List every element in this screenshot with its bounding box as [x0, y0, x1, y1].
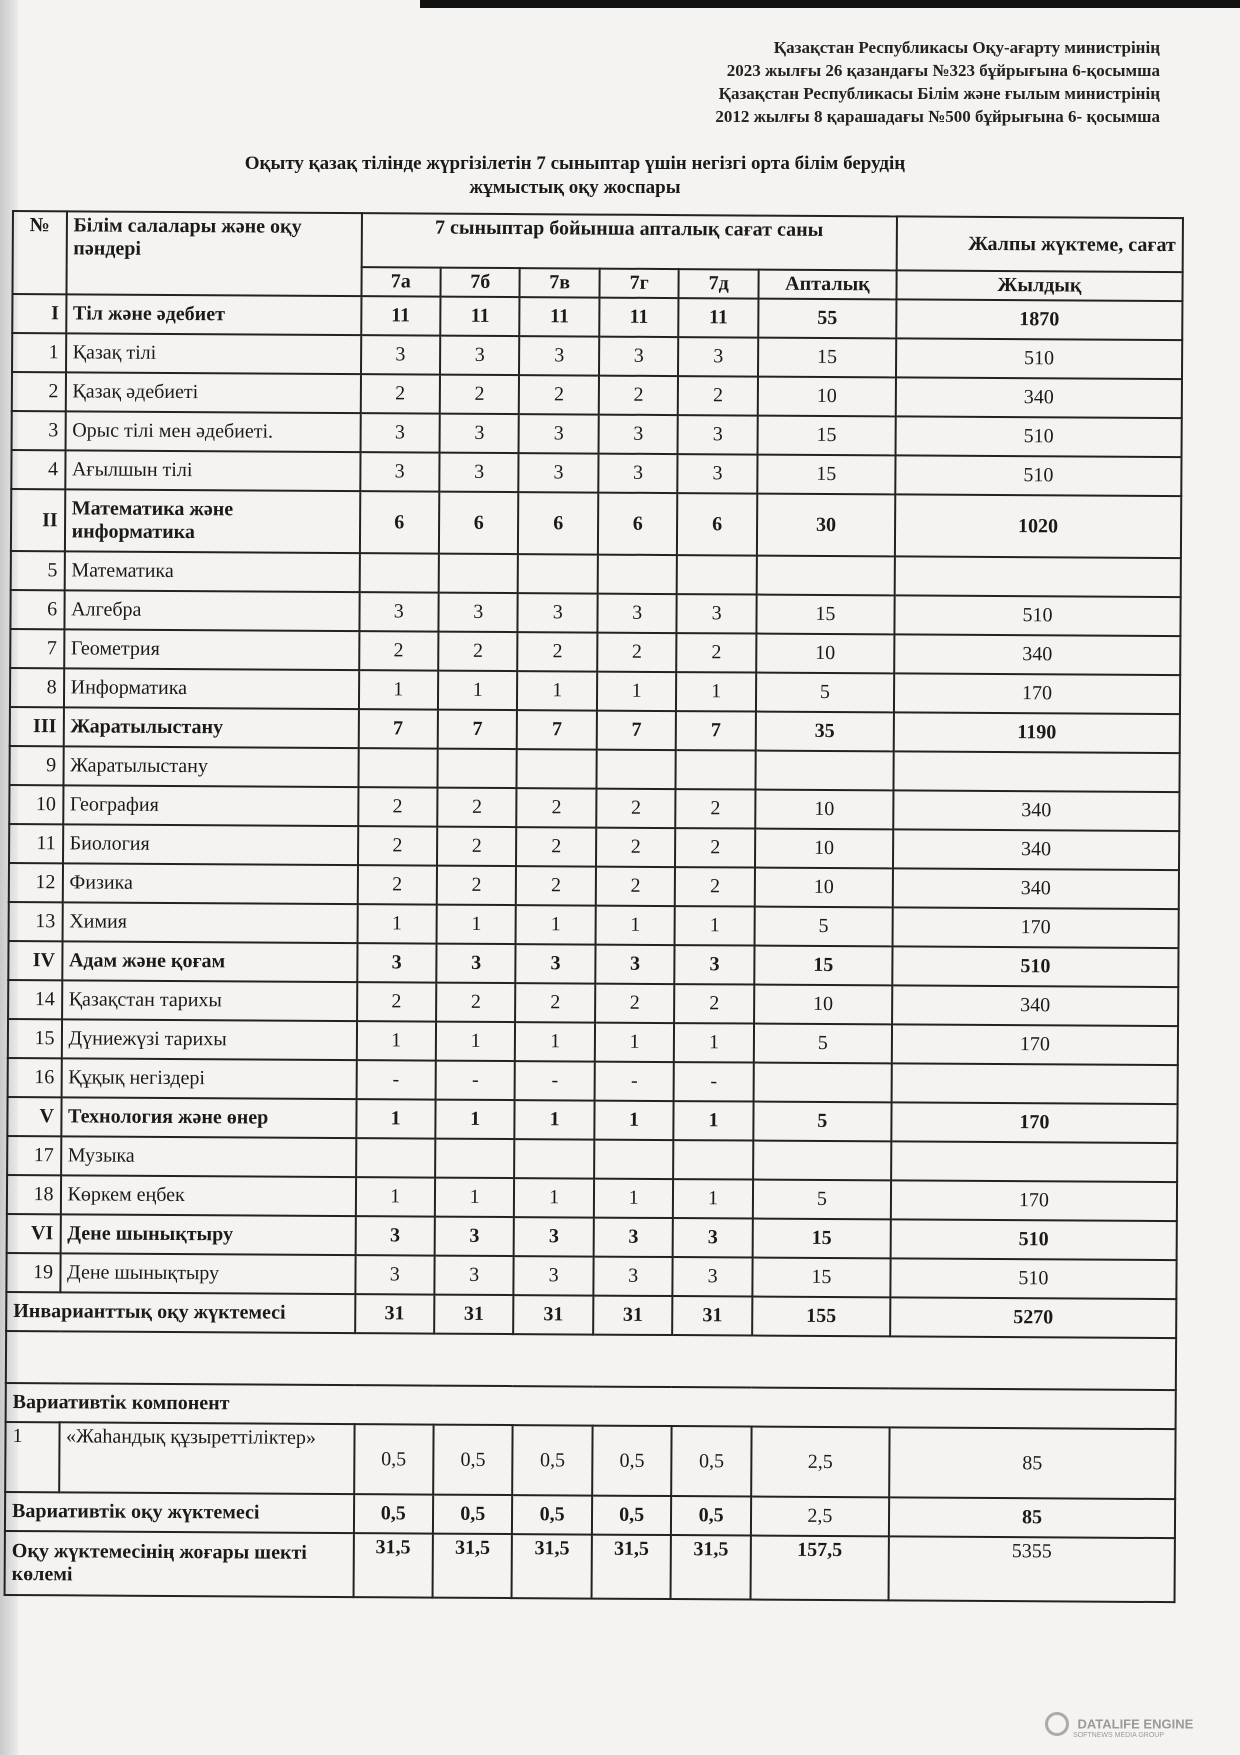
- subject-name: Дене шынықтыру: [60, 1253, 355, 1294]
- class-hours: 6: [598, 493, 678, 555]
- header-weekly: Апталық: [758, 270, 896, 300]
- class-hours: 2: [518, 632, 598, 671]
- row-number: 7: [10, 629, 64, 668]
- row-number: 11: [9, 824, 63, 863]
- row-number: 1: [12, 333, 66, 372]
- class-hours: [596, 750, 676, 789]
- class-hours: 3: [597, 594, 677, 633]
- class-hours: 2: [437, 827, 517, 866]
- class-hours: 2: [517, 788, 597, 827]
- subject-name: Дене шынықтыру: [60, 1214, 355, 1255]
- class-hours: 3: [438, 593, 518, 632]
- class-hours: 1: [514, 1178, 594, 1217]
- class-hours: -: [436, 1061, 516, 1100]
- subject-name: Ағылшын тілі: [65, 450, 360, 491]
- header-weekly-group: 7 сыныптар бойынша апталық сағат саны: [361, 213, 897, 270]
- class-hours: 3: [673, 1218, 753, 1257]
- header-class: 7а: [361, 267, 441, 296]
- class-hours: 1: [355, 1177, 435, 1216]
- class-hours: 1: [597, 672, 677, 711]
- class-hours: 2: [516, 866, 596, 905]
- yearly-hours: [892, 1063, 1178, 1104]
- class-hours: 2: [597, 633, 677, 672]
- class-hours: 1: [594, 1179, 674, 1218]
- weekly-hours: 30: [757, 494, 895, 557]
- class-hours: 3: [436, 944, 516, 983]
- subject-name: Құқық негіздері: [61, 1058, 356, 1099]
- class-hours: 1: [438, 671, 518, 710]
- yearly-hours: [895, 556, 1181, 597]
- class-hours: 0,5: [433, 1425, 513, 1495]
- subject-name: Технология және өнер: [61, 1097, 356, 1138]
- subject-name: Музыка: [61, 1136, 356, 1177]
- yearly-hours: 170: [892, 1024, 1178, 1065]
- weekly-hours: 10: [756, 634, 894, 674]
- class-hours: 7: [358, 709, 438, 748]
- weekly-hours: 2,5: [751, 1427, 890, 1498]
- row-number: I: [12, 294, 66, 333]
- class-hours: 1: [435, 1100, 515, 1139]
- row-number: 14: [8, 980, 62, 1019]
- yearly-hours: 85: [889, 1497, 1175, 1538]
- class-hours: 31: [434, 1295, 514, 1334]
- class-hours: 3: [439, 453, 519, 492]
- weekly-hours: 35: [756, 712, 894, 752]
- yearly-hours: 170: [892, 907, 1178, 948]
- yearly-hours: 5355: [888, 1536, 1174, 1602]
- weekly-hours: [753, 1141, 891, 1181]
- yearly-hours: 510: [894, 595, 1180, 636]
- class-hours: 2: [516, 827, 596, 866]
- class-hours: 31,5: [671, 1535, 751, 1599]
- row-number: 6: [10, 590, 64, 629]
- yearly-hours: 170: [894, 673, 1180, 714]
- class-hours: 6: [518, 492, 598, 554]
- yearly-hours: 510: [890, 1258, 1176, 1299]
- watermark-logo-icon: [1045, 1712, 1069, 1736]
- class-hours: -: [674, 1062, 754, 1101]
- class-hours: 3: [678, 454, 758, 493]
- class-hours: 31: [593, 1296, 673, 1335]
- class-hours: 2: [358, 826, 438, 865]
- class-hours: 3: [519, 336, 599, 375]
- row-number: 2: [12, 372, 66, 411]
- yearly-hours: 5270: [890, 1297, 1176, 1338]
- class-hours: -: [594, 1062, 674, 1101]
- class-hours: 3: [361, 335, 441, 374]
- weekly-hours: 10: [758, 377, 896, 417]
- row-number: 3: [12, 411, 66, 450]
- class-hours: 3: [355, 1216, 435, 1255]
- class-hours: 7: [517, 710, 597, 749]
- class-hours: 2: [519, 375, 599, 414]
- weekly-hours: 15: [754, 946, 892, 986]
- row-number: 13: [9, 902, 63, 941]
- class-hours: [356, 1138, 436, 1177]
- class-hours: 6: [677, 493, 757, 555]
- class-hours: 3: [677, 594, 757, 633]
- weekly-hours: [755, 751, 893, 791]
- max-load-label: Оқу жүктемесінің жоғары шекті көлемі: [5, 1531, 354, 1597]
- class-hours: 1: [358, 670, 438, 709]
- row-number: 17: [7, 1136, 61, 1175]
- class-hours: 1: [676, 672, 756, 711]
- yearly-hours: 510: [895, 416, 1181, 457]
- variative-total-label: Вариативтік оқу жүктемесі: [5, 1492, 354, 1533]
- row-number: 5: [11, 551, 65, 590]
- row-number: 8: [10, 668, 64, 707]
- class-hours: 7: [676, 711, 756, 750]
- class-hours: [673, 1140, 753, 1179]
- class-hours: 0,5: [592, 1426, 672, 1496]
- class-hours: 2: [440, 375, 520, 414]
- subject-name: Қазақстан тарихы: [62, 980, 357, 1021]
- row-number: 4: [11, 450, 65, 489]
- class-hours: [439, 554, 519, 593]
- class-hours: 11: [599, 298, 679, 337]
- weekly-hours: 15: [757, 455, 895, 495]
- weekly-hours: 5: [753, 1102, 891, 1142]
- yearly-hours: 340: [893, 829, 1179, 870]
- class-hours: 3: [593, 1257, 673, 1296]
- weekly-hours: 5: [756, 673, 894, 713]
- document-title-line: жұмыстық оқу жоспары: [469, 177, 681, 198]
- subject-name: Көркем еңбек: [60, 1175, 355, 1216]
- subject-name: Химия: [62, 902, 357, 943]
- class-hours: 11: [679, 298, 759, 337]
- yearly-hours: 1020: [895, 494, 1181, 558]
- subject-name: Жаратылыстану: [63, 707, 358, 748]
- yearly-hours: [891, 1141, 1177, 1182]
- class-hours: 2: [674, 984, 754, 1023]
- class-hours: 1: [436, 905, 516, 944]
- class-hours: 3: [519, 414, 599, 453]
- class-hours: 31: [673, 1296, 753, 1335]
- header-class: 7в: [520, 268, 600, 297]
- class-hours: 7: [597, 711, 677, 750]
- yearly-hours: 510: [895, 455, 1181, 496]
- weekly-hours: 155: [752, 1297, 890, 1337]
- class-hours: 3: [359, 592, 439, 631]
- subject-name: Геометрия: [64, 629, 359, 670]
- class-hours: 3: [514, 1256, 594, 1295]
- weekly-hours: 15: [752, 1258, 890, 1298]
- class-hours: 2: [515, 983, 595, 1022]
- appendix-note-line: 2023 жылғы 26 қазандағы №323 бұйрығына 6-қосымша: [726, 61, 1160, 80]
- row-number: 16: [8, 1058, 62, 1097]
- class-hours: 31: [514, 1295, 594, 1334]
- class-hours: [359, 553, 439, 592]
- row-number: III: [10, 707, 64, 746]
- yearly-hours: 510: [896, 338, 1182, 379]
- weekly-hours: 15: [758, 338, 896, 378]
- class-hours: 1: [517, 671, 597, 710]
- class-hours: [676, 750, 756, 789]
- appendix-note-line: Қазақстан Республикасы Оқу-ағарту министрінің: [773, 38, 1160, 57]
- class-hours: 3: [357, 943, 437, 982]
- class-hours: 1: [436, 1022, 516, 1061]
- class-hours: 0,5: [433, 1495, 513, 1534]
- subject-name: Математика және информатика: [64, 489, 359, 553]
- yearly-hours: 340: [892, 985, 1178, 1026]
- class-hours: 0,5: [592, 1496, 672, 1535]
- weekly-hours: 15: [756, 595, 894, 635]
- class-hours: 3: [678, 415, 758, 454]
- subject-name: Информатика: [64, 668, 359, 709]
- weekly-hours: 55: [758, 299, 896, 339]
- weekly-hours: [753, 1063, 891, 1103]
- class-hours: 1: [356, 1021, 436, 1060]
- weekly-hours: 10: [755, 790, 893, 830]
- yearly-hours: [893, 751, 1179, 792]
- scan-edge-shadow: [420, 0, 1240, 8]
- subject-name: Жаратылыстану: [63, 746, 358, 787]
- class-hours: 31,5: [353, 1533, 433, 1597]
- class-hours: 3: [440, 336, 520, 375]
- class-hours: 3: [435, 1217, 515, 1256]
- appendix-note-line: Қазақстан Республикасы Білім және ғылым министрінің: [718, 84, 1160, 103]
- weekly-hours: 157,5: [750, 1536, 888, 1601]
- class-hours: 0,5: [353, 1494, 433, 1533]
- class-hours: 1: [357, 904, 437, 943]
- class-hours: 3: [599, 337, 679, 376]
- subject-name: Орыс тілі мен әдебиеті.: [65, 411, 360, 452]
- class-hours: 1: [356, 1099, 436, 1138]
- class-hours: 31,5: [512, 1534, 592, 1598]
- class-hours: 1: [595, 1023, 675, 1062]
- class-hours: 3: [360, 452, 440, 491]
- curriculum-table: [4, 210, 1184, 1603]
- max-load-row: [5, 1531, 1175, 1602]
- document-title: [100, 152, 1050, 200]
- weekly-hours: 10: [754, 985, 892, 1025]
- class-hours: [518, 554, 598, 593]
- class-hours: 11: [440, 297, 520, 336]
- weekly-hours: 2,5: [751, 1497, 889, 1537]
- class-hours: 0,5: [512, 1495, 592, 1534]
- row-number: VI: [7, 1214, 61, 1253]
- class-hours: 2: [360, 374, 440, 413]
- class-hours: 2: [678, 376, 758, 415]
- subject-name: География: [63, 785, 358, 826]
- row-number: 10: [9, 785, 63, 824]
- yearly-hours: 340: [896, 377, 1182, 418]
- class-hours: [677, 555, 757, 594]
- subject-name: Дүниежүзі тарихы: [61, 1019, 356, 1060]
- class-hours: 2: [357, 865, 437, 904]
- weekly-hours: 10: [755, 829, 893, 869]
- class-hours: [594, 1140, 674, 1179]
- class-hours: 3: [594, 1218, 674, 1257]
- class-hours: 1: [673, 1179, 753, 1218]
- weekly-hours: 5: [753, 1180, 891, 1220]
- class-hours: 3: [516, 944, 596, 983]
- variative-subject-row: [5, 1422, 1175, 1499]
- header-class: 7б: [440, 268, 520, 297]
- header-class: 7г: [599, 269, 679, 298]
- class-hours: 3: [439, 414, 519, 453]
- class-hours: 7: [438, 710, 518, 749]
- class-hours: -: [356, 1060, 436, 1099]
- class-hours: 3: [678, 337, 758, 376]
- weekly-hours: [757, 556, 895, 596]
- class-hours: 2: [359, 631, 439, 670]
- class-hours: 2: [437, 788, 517, 827]
- yearly-hours: 340: [893, 868, 1179, 909]
- class-hours: 2: [596, 789, 676, 828]
- section-row: [11, 489, 1181, 558]
- class-hours: [437, 749, 517, 788]
- row-number: V: [7, 1097, 61, 1136]
- class-hours: 1: [516, 905, 596, 944]
- class-hours: [435, 1139, 515, 1178]
- class-hours: 0,5: [671, 1496, 751, 1535]
- spacer-row: [6, 1331, 1176, 1390]
- class-hours: 2: [437, 866, 517, 905]
- class-hours: 1: [515, 1022, 595, 1061]
- class-hours: 31: [355, 1294, 435, 1333]
- weekly-hours: 5: [754, 907, 892, 947]
- class-hours: 3: [598, 415, 678, 454]
- class-hours: 3: [434, 1256, 514, 1295]
- row-number: 15: [8, 1019, 62, 1058]
- header-subject: Білім салалары және оқу пәндері: [66, 211, 361, 296]
- invariant-total-label: Инварианттық оқу жүктемесі: [6, 1292, 355, 1333]
- variative-header: Вариативтік компонент: [6, 1383, 1176, 1429]
- class-hours: 2: [596, 828, 676, 867]
- class-hours: 2: [436, 983, 516, 1022]
- class-hours: 1: [674, 1023, 754, 1062]
- yearly-hours: 1190: [894, 712, 1180, 753]
- subject-name: Математика: [64, 551, 359, 592]
- class-hours: 1: [515, 1100, 595, 1139]
- header-class: 7д: [679, 269, 759, 298]
- class-hours: 2: [677, 633, 757, 672]
- row-number: II: [11, 489, 65, 551]
- class-hours: 0,5: [672, 1426, 752, 1496]
- watermark: [1045, 1712, 1193, 1739]
- appendix-note-line: 2012 жылғы 8 қарашадағы №500 бұйрығына 6- қосымша: [715, 107, 1160, 126]
- yearly-hours: 510: [892, 946, 1178, 987]
- yearly-hours: 340: [894, 634, 1180, 675]
- yearly-hours: 170: [891, 1180, 1177, 1221]
- spacer-cell: [6, 1331, 1176, 1390]
- weekly-hours: 15: [752, 1219, 890, 1259]
- class-hours: 3: [675, 945, 755, 984]
- class-hours: [515, 1139, 595, 1178]
- class-hours: 3: [595, 945, 675, 984]
- subject-name: Алгебра: [64, 590, 359, 631]
- class-hours: 1: [675, 906, 755, 945]
- class-hours: 1: [674, 1101, 754, 1140]
- class-hours: 1: [594, 1101, 674, 1140]
- class-hours: 2: [599, 376, 679, 415]
- class-hours: 3: [519, 453, 599, 492]
- class-hours: 2: [676, 789, 756, 828]
- class-hours: [358, 748, 438, 787]
- class-hours: 3: [360, 413, 440, 452]
- document-title-line: Оқыту қазақ тілінде жүргізілетін 7 сыныптар үшін негізгі орта білім берудің: [244, 153, 906, 174]
- row-number: 19: [6, 1253, 60, 1292]
- row-number: 18: [7, 1175, 61, 1214]
- class-hours: 0,5: [354, 1424, 434, 1494]
- class-hours: 2: [595, 984, 675, 1023]
- weekly-hours: 10: [755, 868, 893, 908]
- watermark-subtitle: SOFTNEWS MEDIA GROUP: [1073, 1732, 1165, 1739]
- class-hours: 2: [357, 982, 437, 1021]
- class-hours: 3: [514, 1217, 594, 1256]
- class-hours: 11: [520, 297, 600, 336]
- subject-name: Қазақ әдебиеті: [65, 372, 360, 413]
- subject-name: Адам және қоғам: [62, 941, 357, 982]
- class-hours: 31,5: [433, 1534, 513, 1598]
- class-hours: 0,5: [513, 1425, 593, 1495]
- class-hours: 1: [435, 1178, 515, 1217]
- subject-name: Қазақ тілі: [66, 333, 361, 374]
- subject-name: Тіл және әдебиет: [66, 294, 361, 335]
- class-hours: [517, 749, 597, 788]
- class-hours: -: [515, 1061, 595, 1100]
- header-yearly: Жылдық: [896, 270, 1182, 301]
- header-num: №: [12, 211, 66, 294]
- class-hours: 6: [359, 491, 439, 553]
- watermark-title: DATALIFE ENGINE: [1077, 1716, 1194, 1732]
- yearly-hours: 1870: [896, 299, 1182, 340]
- row-number: 9: [9, 746, 63, 785]
- yearly-hours: 85: [889, 1427, 1175, 1499]
- subject-name: «Жаһандық құзыреттіліктер»: [59, 1422, 354, 1494]
- class-hours: [598, 555, 678, 594]
- header-total-group: Жалпы жүктеме, сағат: [897, 216, 1183, 272]
- class-hours: 2: [675, 867, 755, 906]
- yearly-hours: 510: [891, 1219, 1177, 1260]
- appendix-note: [560, 36, 1160, 128]
- weekly-hours: 15: [757, 416, 895, 456]
- class-hours: 2: [358, 787, 438, 826]
- class-hours: 2: [438, 632, 518, 671]
- row-number: 12: [9, 863, 63, 902]
- class-hours: 1: [595, 906, 675, 945]
- class-hours: 2: [596, 867, 676, 906]
- yearly-hours: 340: [893, 790, 1179, 831]
- class-hours: 3: [673, 1257, 753, 1296]
- class-hours: 11: [361, 296, 441, 335]
- subject-name: Биология: [63, 824, 358, 865]
- class-hours: 31,5: [591, 1535, 671, 1599]
- class-hours: 3: [355, 1255, 435, 1294]
- subject-name: Физика: [62, 863, 357, 904]
- row-number: IV: [8, 941, 62, 980]
- weekly-hours: 5: [754, 1024, 892, 1064]
- class-hours: 6: [439, 492, 519, 554]
- yearly-hours: 170: [891, 1102, 1177, 1143]
- class-hours: 3: [518, 593, 598, 632]
- class-hours: 3: [598, 454, 678, 493]
- row-number: 1: [5, 1422, 59, 1492]
- class-hours: 2: [675, 828, 755, 867]
